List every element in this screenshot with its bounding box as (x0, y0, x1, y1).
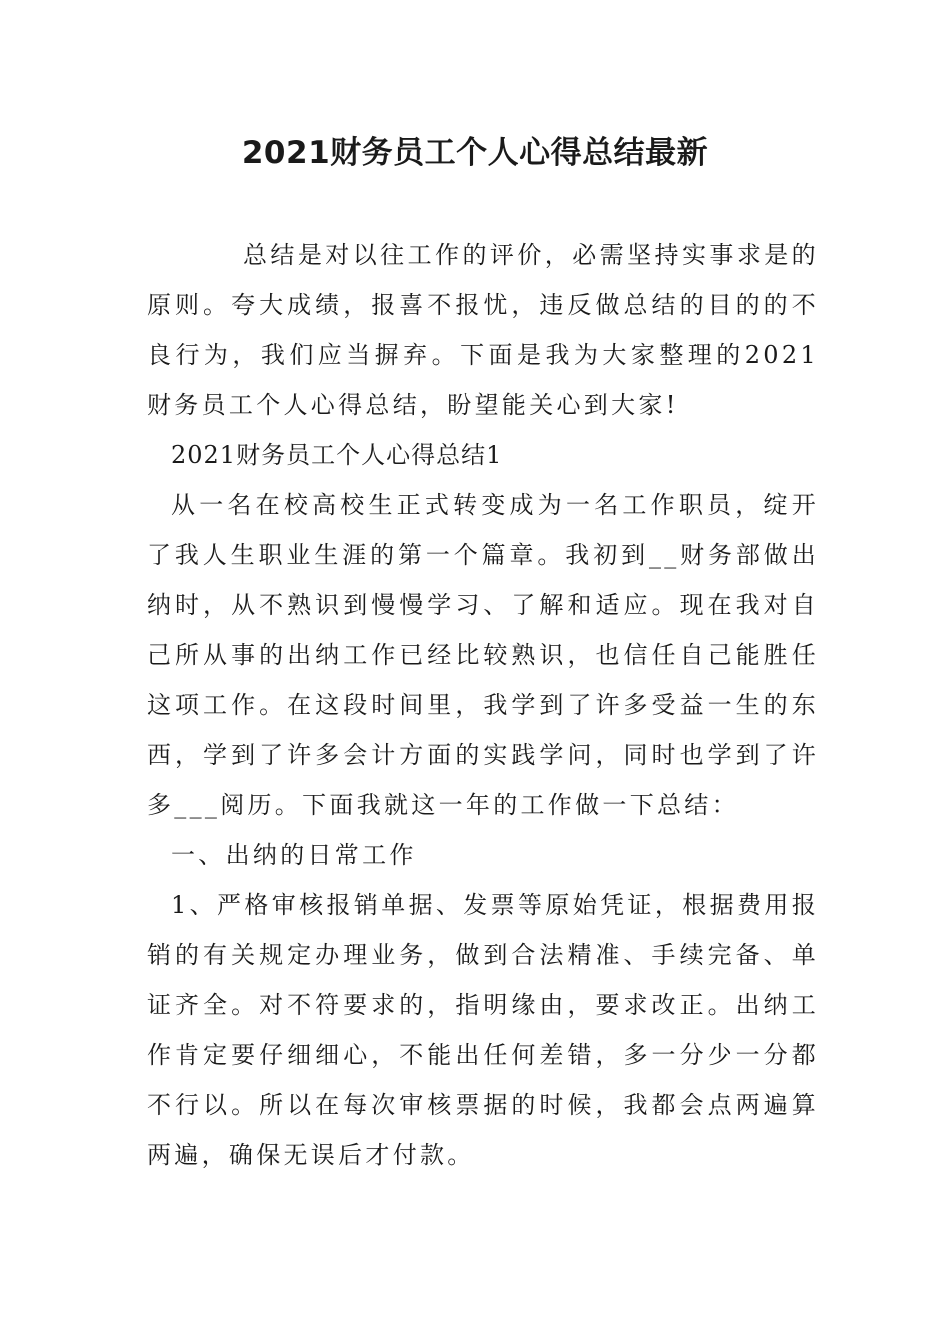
intro-paragraph: 总结是对以往工作的评价，必需坚持实事求是的原则。夸大成绩，报喜不报忧，违反做总结的目的的不良行为，我们应当摒弃。下面是我为大家整理的2021财务员工个人心得总结，盼望能关心到大家! (147, 241, 819, 419)
body-paragraph: 从一名在校高校生正式转变成为一名工作职员，绽开了我人生职业生涯的第一个篇章。我初到__财务部做出纳时，从不熟识到慢慢学习、了解和适应。现在我对自己所从事的出纳工作已经比较熟识，也信任自己能胜任这项工作。在这段时间里，我学到了许多受益一生的东西，学到了许多会计方面的实践学问，同时也学到了许多___阅历。下面我就这一年的工作做一下总结： (147, 491, 819, 819)
document-title: 2021财务员工个人心得总结最新 (241, 135, 709, 171)
document-body (147, 230, 819, 1180)
subtitle-heading: 2021财务员工个人心得总结1 (171, 441, 503, 469)
body-paragraph: 1、严格审核报销单据、发票等原始凭证，根据费用报销的有关规定办理业务，做到合法精准、手续完备、单证齐全。对不符要求的，指明缘由，要求改正。出纳工作肯定要仔细细心，不能出任何差错，多一分少一分都不行以。所以在每次审核票据的时候，我都会点两遍算两遍，确保无误后才付款。 (147, 891, 819, 1169)
section-heading: 一、出纳的日常工作 (171, 841, 417, 869)
